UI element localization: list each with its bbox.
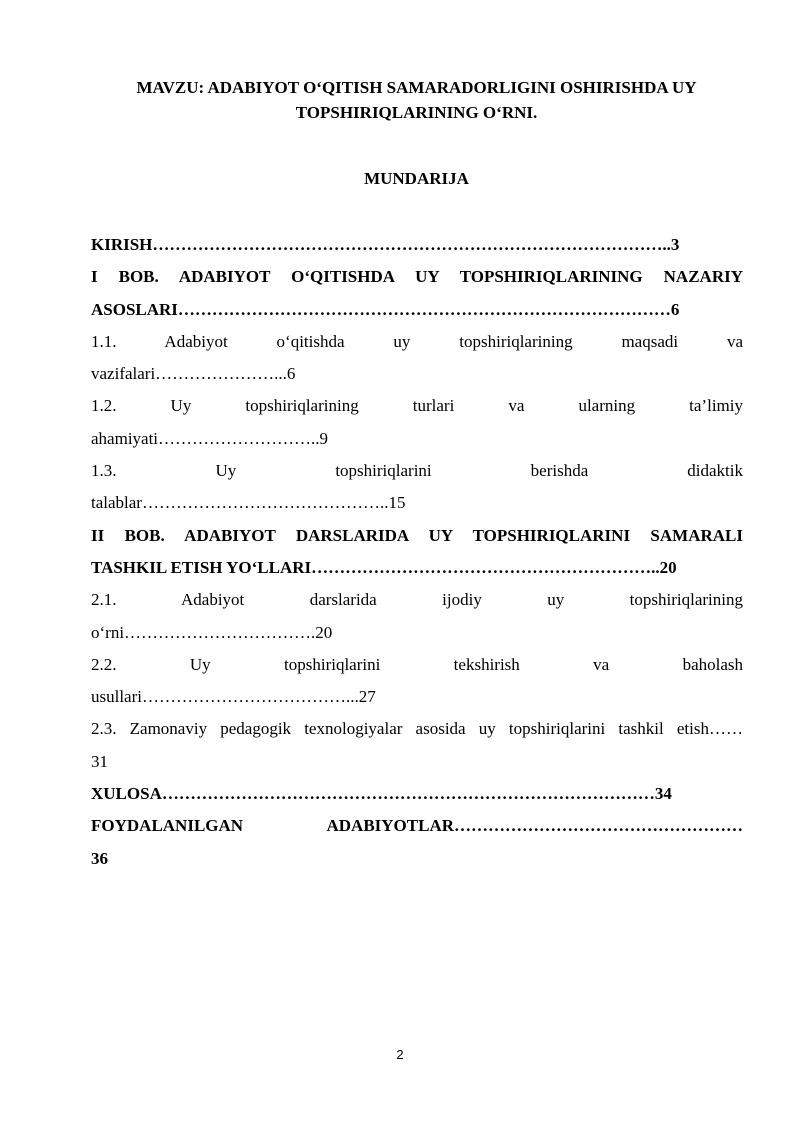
toc-entry-2-2-line1: 2.2. Uy topshiriqlarini tekshirish va baholash [91,654,743,674]
toc-entry-foydalanilgan-line2: 36 [91,848,108,868]
toc-entry-1-1-line2: vazifalari…………………...6 [91,364,296,384]
title-line-2: TOPSHIRIQLARINING O‘RNI. [295,103,538,122]
toc-entry-xulosa: XULOSA……………………………………………………………………………34 [91,784,672,804]
toc-entry-bob2-line2: TASHKIL ETISH YO‘LLARI……………………………………………………..20 [91,557,677,577]
page-number: 2 [396,1047,404,1062]
toc-entry-1-3-line2: talablar……………………………………..15 [91,493,406,513]
toc-entry-1-2-line1: 1.2. Uy topshiriqlarining turlari va ularning ta’limiy [91,396,743,416]
title-line-1: MAVZU: ADABIYOT O‘QITISH SAMARADORLIGINI OSHIRISHDA UY [136,78,697,97]
toc-entry-2-1-line2: o‘rni…………………………….20 [91,622,333,642]
document-title [90,75,743,125]
toc-entry-1-3-line1: 1.3. Uy topshiriqlarini berishda didaktik [91,461,743,481]
toc-entry-bob1-line2: ASOSLARI……………………………………………………………………………6 [91,299,680,319]
toc-entry-bob1-line1: I BOB. ADABIYOT O‘QITISHDA UY TOPSHIRIQLARINING NAZARIY [91,267,743,287]
toc-entry-1-2-line2: ahamiyati………………………..9 [91,428,329,448]
toc-entry-1-1-line1: 1.1. Adabiyot o‘qitishda uy topshiriqlarining maqsadi va [91,331,743,351]
table-of-contents [91,229,743,875]
contents-heading: MUNDARIJA [364,169,469,188]
toc-entry-2-3-line2: 31 [91,751,108,771]
toc-entry-2-2-line2: usullari………………………………...27 [91,687,376,707]
toc-entry-kirish: KIRISH………………………………………………………………………………..3 [91,235,680,254]
toc-entry-2-3-line1: 2.3. Zamonaviy pedagogik texnologiyalar asosida uy topshiriqlarini tashkil etish…… [91,719,743,739]
toc-entry-foydalanilgan-line1: FOYDALANILGAN ADABIYOTLAR…………………………………………… [91,816,743,836]
toc-entry-bob2-line1: II BOB. ADABIYOT DARSLARIDA UY TOPSHIRIQLARINI SAMARALI [91,525,743,545]
toc-entry-2-1-line1: 2.1. Adabiyot darslarida ijodiy uy topshiriqlarining [91,590,743,610]
